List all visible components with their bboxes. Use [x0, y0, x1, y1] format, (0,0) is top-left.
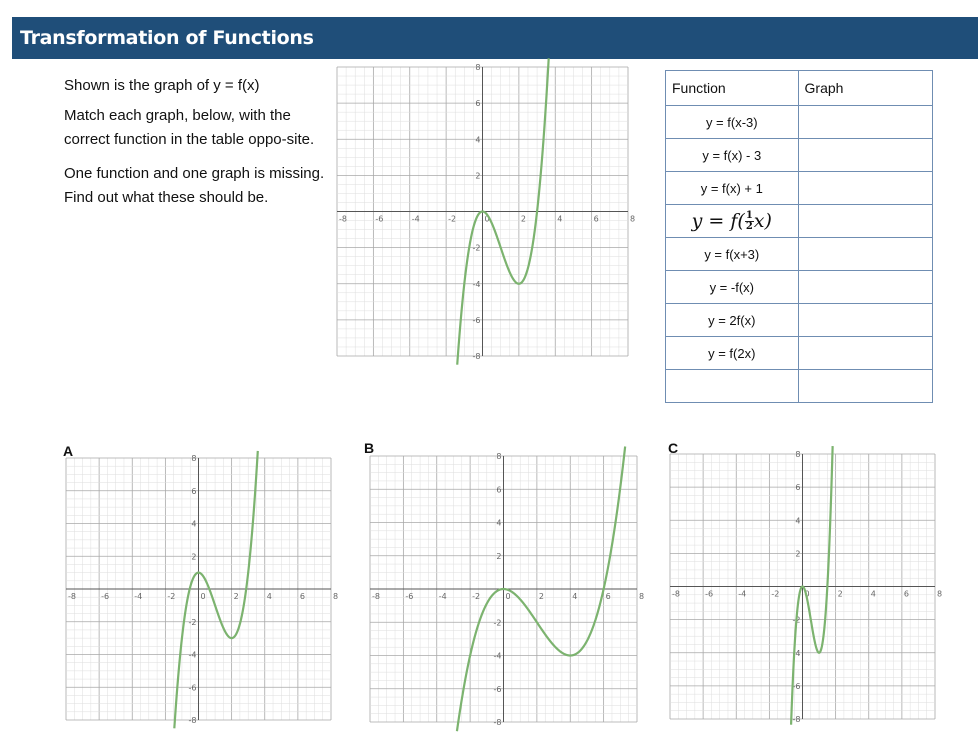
x-tick-label: -8	[672, 589, 680, 599]
x-tick-label: -6	[375, 214, 384, 224]
graph-label-b: B	[364, 440, 375, 456]
x-tick-label: -2	[472, 592, 481, 601]
y-tick-label: -6	[792, 681, 801, 691]
x-tick-label: 0	[200, 592, 206, 601]
graph-cell	[798, 304, 932, 337]
x-tick-label: 8	[937, 589, 943, 599]
instruction-text-3: One function and one graph is missing. Find out what these should be.	[64, 165, 325, 206]
x-tick-label: -8	[68, 592, 76, 601]
y-tick-label: 4	[475, 135, 481, 145]
y-tick-label: -4	[188, 650, 197, 660]
table-header-row	[666, 71, 933, 106]
table-row	[666, 304, 933, 337]
function-table	[665, 70, 933, 403]
x-tick-label: -2	[448, 214, 457, 224]
x-tick-label: -2	[167, 592, 176, 601]
y-tick-label: -4	[792, 648, 801, 658]
x-tick-label: 2	[233, 592, 239, 601]
x-tick-label: 8	[630, 214, 636, 224]
x-tick-label: -6	[405, 592, 414, 601]
y-tick-label: -8	[792, 715, 801, 724]
y-tick-label: 8	[795, 450, 801, 459]
x-tick-label: 4	[557, 214, 563, 224]
x-tick-label: 8	[333, 592, 339, 601]
x-tick-label: 6	[903, 589, 909, 599]
x-tick-label: 8	[639, 592, 645, 601]
y-tick-label: -2	[493, 618, 502, 628]
function-curve	[174, 451, 257, 728]
x-tick-label: -4	[738, 589, 747, 599]
y-tick-label: 6	[795, 483, 801, 493]
x-tick-label: 2	[538, 592, 544, 601]
y-tick-label: 2	[191, 552, 197, 562]
function-cell: y = f(x) + 1	[666, 172, 799, 205]
x-tick-label: 0	[484, 214, 490, 224]
instruction-text-1: Shown is the graph of y = f(x)	[64, 77, 260, 94]
y-tick-label: 2	[475, 171, 481, 181]
y-tick-label: -2	[188, 617, 197, 627]
table-row	[666, 172, 933, 205]
graph-cell	[798, 271, 932, 304]
main-graph	[337, 63, 636, 361]
function-prefix: y = f(	[691, 209, 745, 232]
x-tick-label: 0	[804, 589, 810, 599]
function-cell: y = f(x-3)	[666, 106, 799, 139]
x-tick-label: 4	[266, 592, 272, 601]
x-tick-label: 2	[837, 589, 843, 599]
function-cell: y = -f(x)	[666, 271, 799, 304]
graph-b	[370, 452, 645, 727]
table-row	[666, 271, 933, 304]
y-tick-label: -2	[792, 615, 801, 625]
y-tick-label: -4	[493, 651, 502, 661]
function-cell: y = 2f(x)	[666, 304, 799, 337]
x-tick-label: -6	[101, 592, 110, 601]
y-tick-label: -8	[472, 352, 481, 361]
table-row	[666, 238, 933, 271]
table-row	[666, 337, 933, 370]
column-header-graph: Graph	[798, 71, 932, 106]
fraction	[745, 211, 754, 232]
table-row	[666, 139, 933, 172]
function-cell	[666, 370, 799, 403]
graph-cell	[798, 205, 932, 238]
graph-label-a: A	[63, 443, 74, 459]
graph-cell	[798, 238, 932, 271]
x-tick-label: 0	[505, 592, 511, 601]
y-tick-label: -6	[188, 683, 197, 693]
y-tick-label: 4	[191, 519, 197, 529]
y-tick-label: -6	[472, 315, 481, 325]
graph-a	[66, 454, 339, 725]
page-title: Transformation of Functions	[12, 17, 978, 59]
x-tick-label: -8	[339, 214, 347, 224]
table-row	[666, 106, 933, 139]
y-tick-label: 6	[475, 99, 481, 109]
x-tick-label: 2	[520, 214, 526, 224]
function-cell: y = f(x+3)	[666, 238, 799, 271]
graph-cell	[798, 337, 932, 370]
y-tick-label: -8	[493, 718, 502, 727]
graph-cell	[798, 370, 932, 403]
y-tick-label: 4	[496, 518, 502, 528]
x-tick-label: -8	[372, 592, 380, 601]
y-tick-label: 8	[475, 63, 481, 72]
graph-cell	[798, 172, 932, 205]
x-tick-label: 4	[572, 592, 578, 601]
function-cell: y = f(2x)	[666, 337, 799, 370]
y-tick-label: -2	[472, 243, 481, 253]
y-tick-label: 6	[191, 486, 197, 496]
graph-cell	[798, 106, 932, 139]
y-tick-label: -8	[188, 716, 197, 725]
graph-cell	[798, 139, 932, 172]
x-tick-label: -4	[438, 592, 447, 601]
y-tick-label: -4	[472, 279, 481, 289]
table-row	[666, 370, 933, 403]
y-tick-label: 2	[795, 549, 801, 559]
graph-label-c: C	[668, 440, 679, 456]
x-tick-label: -4	[134, 592, 143, 601]
x-tick-label: -4	[411, 214, 420, 224]
x-tick-label: -6	[705, 589, 714, 599]
function-cell	[666, 205, 799, 238]
function-suffix: x)	[753, 209, 772, 232]
graph-c	[670, 450, 943, 724]
fraction-denominator: 2	[745, 221, 753, 233]
y-tick-label: 2	[496, 551, 502, 561]
y-tick-label: -6	[493, 684, 502, 694]
x-tick-label: -2	[771, 589, 780, 599]
column-header-function: Function	[666, 71, 799, 106]
y-tick-label: 4	[795, 516, 801, 526]
x-tick-label: 6	[605, 592, 611, 601]
y-tick-label: 8	[191, 454, 197, 463]
y-tick-label: 6	[496, 485, 502, 495]
instruction-text-2: Match each graph, below, with the correct function in the table oppo-site.	[64, 107, 315, 148]
y-tick-label: 8	[496, 452, 502, 461]
fraction-numerator: 1	[745, 210, 753, 222]
function-cell: y = f(x) - 3	[666, 139, 799, 172]
instructions	[64, 74, 336, 220]
x-tick-label: 6	[593, 214, 599, 224]
x-tick-label: 6	[299, 592, 305, 601]
x-tick-label: 4	[870, 589, 876, 599]
table-row	[666, 205, 933, 238]
